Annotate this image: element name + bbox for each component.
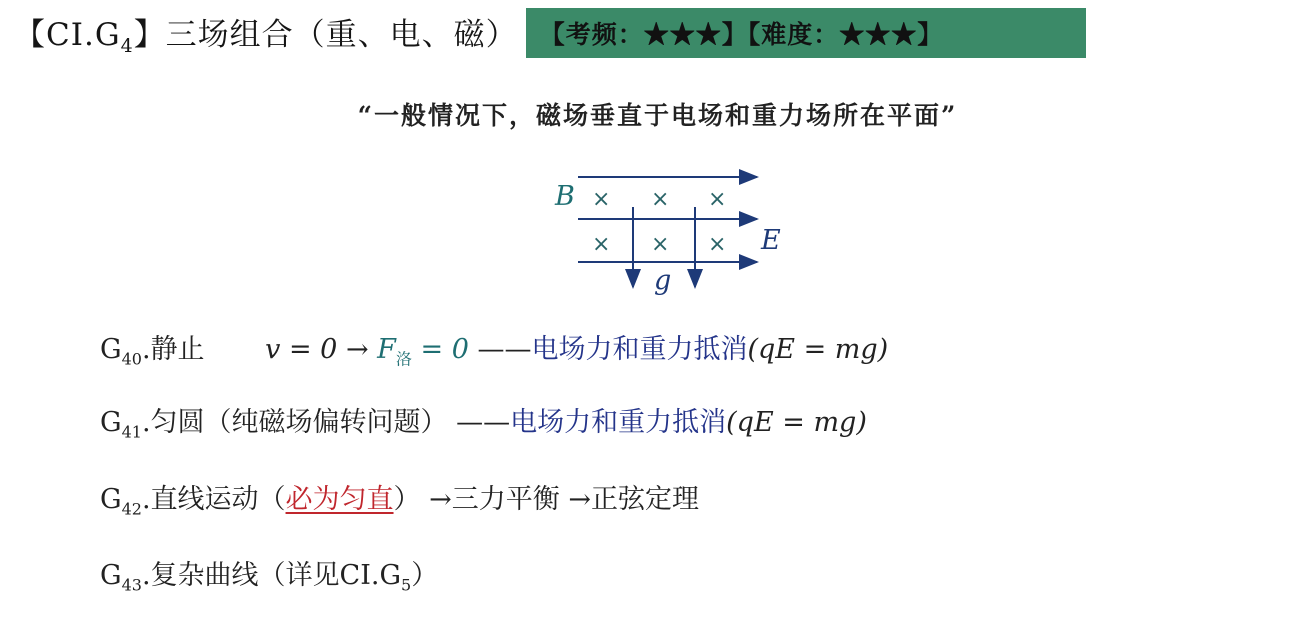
section-header [14,8,1086,58]
step-text: →正弦定理 [568,484,699,515]
label-b: B [555,181,575,212]
balance-formula: (qE = mg) [747,334,889,365]
field-diagram [550,165,810,305]
quote-text: “一般情况下，磁场垂直于电场和重力场所在平面” [357,101,958,130]
title-suffix: 】三场组合（重、电、磁） [133,16,518,53]
item-label: $G_{40}$. [100,334,151,369]
rating-badge [526,8,1086,58]
dash: —— [456,407,511,438]
item-g43: $G_{43}$.复杂曲线（详见$CI.G_5$） [100,560,439,595]
balance-formula: (qE = mg) [726,407,867,438]
lorentz-force-formula: $F_洛 = 0$ [377,334,469,369]
highlight-text: 必为匀直 [285,484,394,515]
item-title: 直线运动（ [150,484,286,515]
dash: —— [477,334,532,365]
cross-mark: × [708,187,727,212]
item-title: 复杂曲线（详见CI.G [150,560,402,591]
title-subscript: 4 [120,35,134,58]
item-label: $G_{41}$. [100,407,151,442]
cross-mark: × [651,232,670,257]
label-g: g [654,265,672,296]
cross-mark: × [651,187,670,212]
cross-mark: × [592,187,611,212]
title-prefix: 【CI.G [14,16,121,53]
label-e: E [761,225,781,256]
arrow: → [345,334,369,365]
cross-mark: × [708,232,727,257]
item-g41 [100,400,867,441]
result-text: 电场力和重力抵消 [510,407,727,438]
item-title: 匀圆（纯磁场偏转问题） [150,407,448,438]
item-label: $G_{43}$. [100,560,151,595]
item-g40 [100,327,888,369]
rating-text: 【考频：★★★】【难度：★★★】 [539,20,944,49]
cross-mark: × [592,232,611,257]
item-label: $G_{42}$. [100,484,151,519]
condition-formula: v = 0 [265,334,338,365]
item-g42: $G_{42}$.直线运动（必为匀直） →三力平衡 →正弦定理 [100,484,699,519]
step-text: →三力平衡 [429,484,560,515]
result-text: 电场力和重力抵消 [531,334,748,365]
section-title [14,9,518,57]
item-title: 静止 [150,334,205,365]
